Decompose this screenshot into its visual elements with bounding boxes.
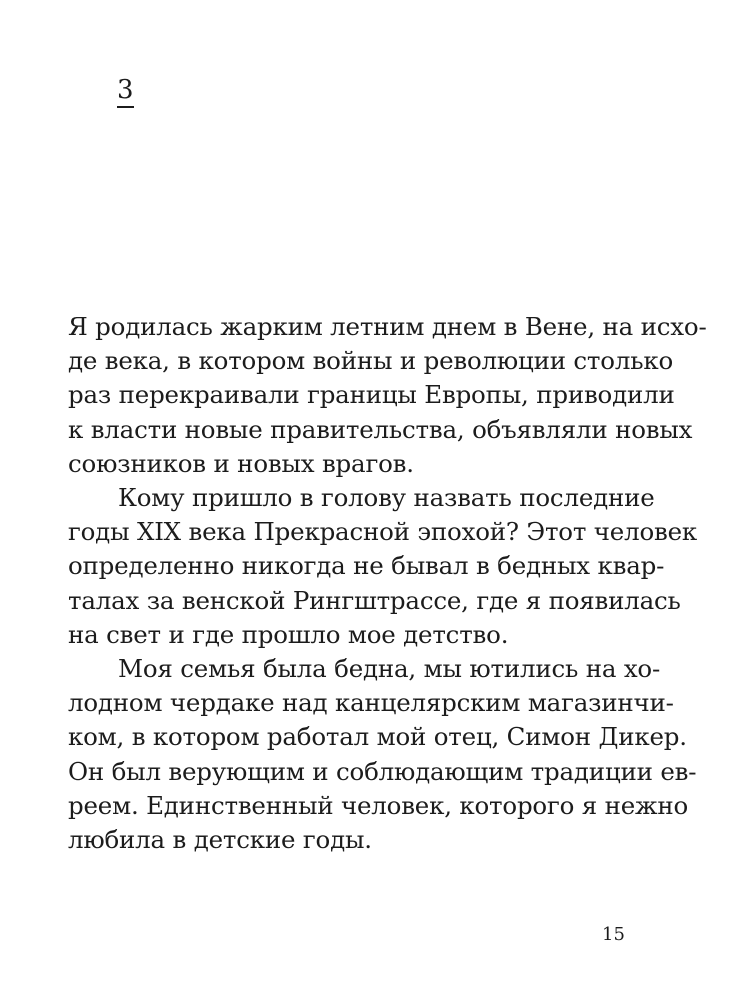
text-line: раз перекраивали границы Европы, приводили	[68, 380, 675, 410]
text-line: на свет и где прошло мое детство.	[68, 619, 509, 649]
text-line: Он был верующим и соблюдающим традиции ев-	[68, 756, 697, 786]
text-line: талах за венской Рингштрассе, где я появилась	[68, 585, 681, 615]
text-line: Кому пришло в голову назвать последние	[118, 483, 655, 513]
text-line: Моя семья была бедна, мы ютились на хо-	[118, 654, 661, 684]
text-line: ком, в котором работал мой отец, Симон Дикер.	[68, 722, 687, 752]
page-number: 15	[602, 924, 625, 945]
text-line: де века, в котором войны и революции столько	[68, 346, 674, 376]
paragraph-1	[68, 310, 707, 481]
text-line: союзников и новых врагов.	[68, 448, 414, 478]
text-line: любила в детские годы.	[68, 825, 372, 855]
chapter-number: 3	[117, 74, 134, 108]
paragraph-3	[68, 652, 697, 857]
text-line: к власти новые правительства, объявляли новых	[68, 414, 693, 444]
body-text	[68, 310, 707, 857]
text-line: определенно никогда не бывал в бедных квар-	[68, 551, 665, 581]
text-line: Я родилась жарким летним днем в Вене, на исхо-	[68, 312, 707, 341]
text-line: годы XIX века Прекрасной эпохой? Этот человек	[68, 517, 698, 547]
paragraph-2	[68, 481, 698, 652]
text-line: лодном чердаке над канцелярским магазинчи-	[68, 688, 674, 718]
text-line: реем. Единственный человек, которого я нежно	[68, 790, 689, 820]
